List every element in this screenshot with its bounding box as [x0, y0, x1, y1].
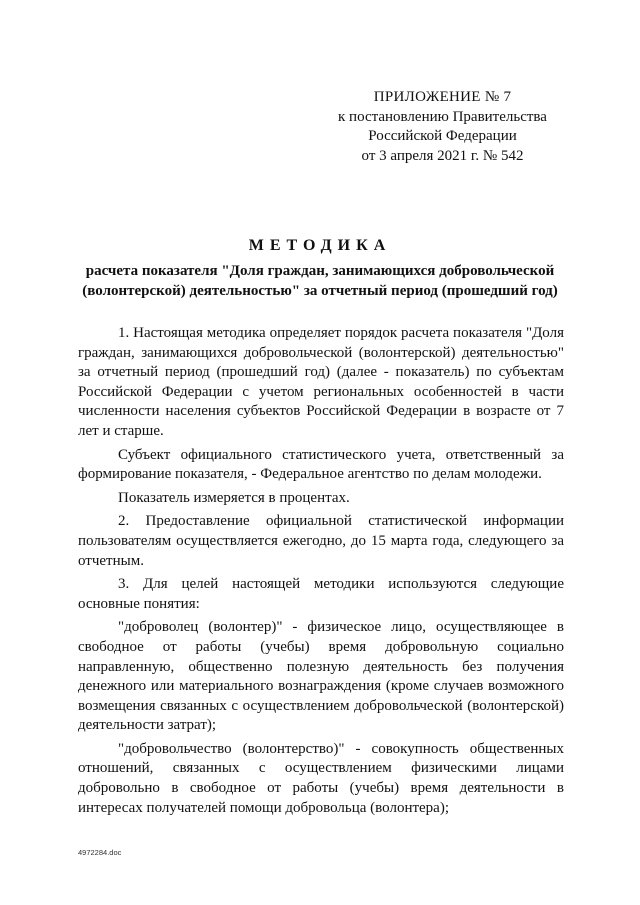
appendix-block: [320, 88, 565, 166]
document-subtitle: расчета показателя "Доля граждан, занимающихся добровольческой (волонтерской) деятельностью" за отчетный период (прошедший год): [82, 263, 558, 299]
appendix-number: ПРИЛОЖЕНИЕ № 7: [373, 89, 512, 105]
paragraph-2: 2. Предоставление официальной статистической информации пользователям осуществляется ежегодно, до 15 марта года, следующего за отчетным.: [78, 513, 564, 569]
appendix-government: Российской Федерации: [368, 128, 517, 144]
paragraph-units: Показатель измеряется в процентах.: [118, 489, 350, 506]
document-title: МЕТОДИКА: [248, 237, 392, 254]
appendix-date-number: от 3 апреля 2021 г. № 542: [361, 147, 524, 164]
paragraph-3: 3. Для целей настоящей методики используются следующие основные понятия:: [78, 576, 564, 612]
document-body: [78, 324, 564, 822]
file-name-footer: 4972284.doc: [78, 848, 122, 857]
paragraph-responsible: Субъект официального статистического учета, ответственный за формирование показателя, - Федеральное агентство по делам молодежи.: [78, 446, 564, 483]
appendix-resolution: к постановлению Правительства: [338, 108, 547, 125]
paragraph-1: 1. Настоящая методика определяет порядок расчета показателя "Доля граждан, занимающихся добровольческой (волонтерской) деятельностью" за отчетный период (прошедший год) (далее - показатель) по субъектам Российской Федерации с учетом региональных особенностей в части численности населения субъектов Российской Федерации в возрасте от 7 лет и старше.: [78, 325, 564, 439]
definition-volunteer: "доброволец (волонтер)" - физическое лицо, осуществляющее в свободное от работы (учебы) время добровольную социально направленную, общественно полезную деятельность без получения денежного или материального вознаграждения (кроме случаев возможного возмещения связанных с осуществлением добровольческой (волонтерской) деятельности затрат);: [78, 619, 564, 734]
definition-volunteering: "добровольчество (волонтерство)" - совокупность общественных отношений, связанных с осуществлением физическими лицами добровольно в свободное от работы (учебы) время деятельности в интересах получателей помощи добровольца (волонтера);: [78, 740, 564, 816]
